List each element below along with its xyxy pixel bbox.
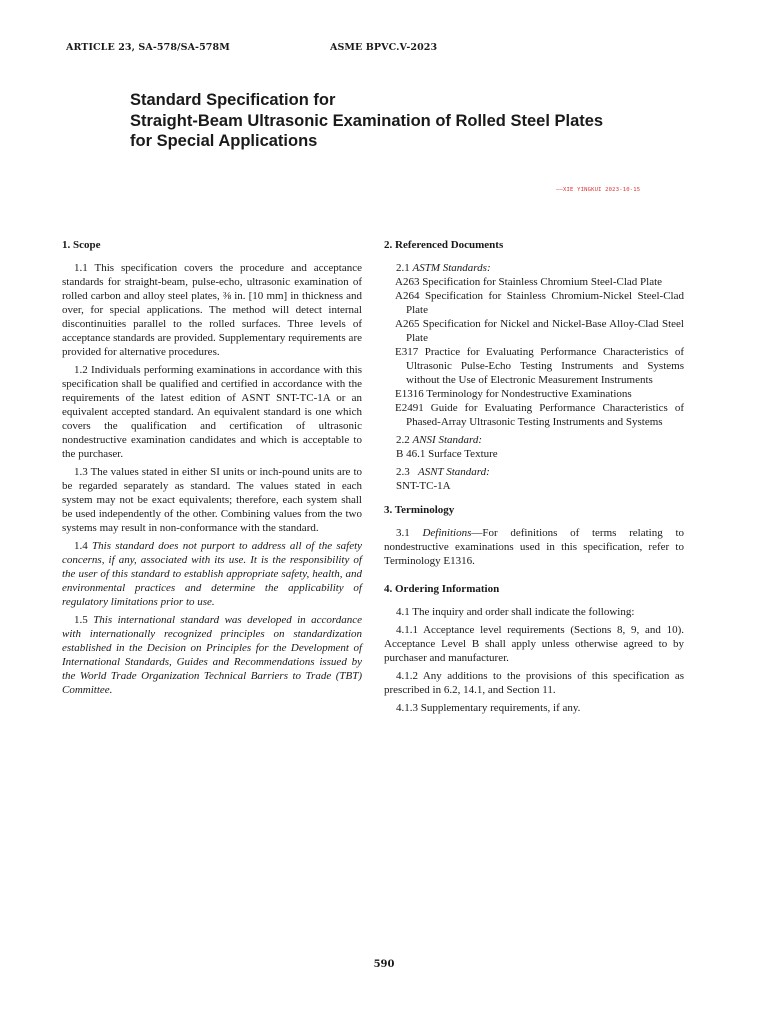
ordering-paragraph-4-1-2: 4.1.2 Any additions to the provisions of this specification as prescribed in 6.2, 14.1, and Section 11. xyxy=(384,670,684,696)
paragraph-number: 2.3 xyxy=(396,466,418,478)
astm-standards-label xyxy=(384,261,684,275)
asnt-reference-item: SNT-TC-1A xyxy=(396,480,451,492)
article-label: ARTICLE 23, SA-578/SA-578M xyxy=(66,42,230,53)
paragraph-text: —For definitions of terms relating to nondestructive examinations used in this specification, refer to Terminology E1316. xyxy=(384,527,684,567)
paragraph-text: This standard does not purport to address all of the safety concerns, if any, associated with its use. It is the responsibility of the user of this standard to establish appropriate safety, health, and environmental practices and determine the applicability of regulatory limitations prior to use. xyxy=(62,540,363,608)
reference-item: E2491 Guide for Evaluating Performance Characteristics of Phased-Array Ultrasonic Testing Instruments and Systems xyxy=(395,402,684,428)
paragraph-number: 1.4 xyxy=(74,540,93,552)
standards-label: ANSI Standard: xyxy=(412,434,483,446)
scope-heading: 1. Scope xyxy=(62,239,101,251)
defined-term: Definitions xyxy=(422,527,472,539)
title-line-1: Standard Specification for xyxy=(130,91,336,109)
left-column xyxy=(62,238,362,701)
paragraph-number: 1.5 xyxy=(74,614,94,626)
reference-item: A264 Specification for Stainless Chromium-Nickel Steel-Clad Plate xyxy=(395,290,684,316)
reference-item: A263 Specification for Stainless Chromium Steel-Clad Plate xyxy=(395,276,663,288)
ordering-paragraph-4-1: 4.1 The inquiry and order shall indicate the following: xyxy=(396,606,635,618)
asnt-standard-label xyxy=(384,465,684,479)
reference-item: A265 Specification for Nickel and Nickel-Base Alloy-Clad Steel Plate xyxy=(395,318,684,344)
reference-item: E317 Practice for Evaluating Performance Characteristics of Ultrasonic Pulse-Echo Testing Instruments and Systems without the Use of Electronic Measurement Instruments xyxy=(395,346,684,386)
code-edition-label: ASME BPVC.V-2023 xyxy=(330,42,438,53)
title-line-2: Straight-Beam Ultrasonic Examination of Rolled Steel Plates xyxy=(130,111,604,130)
paragraph-number: 3.1 xyxy=(396,527,423,539)
page-number: 590 xyxy=(373,959,395,970)
scope-paragraph-1-5 xyxy=(62,613,362,697)
ordering-information-heading: 4. Ordering Information xyxy=(384,583,500,595)
scope-paragraph-1-2: 1.2 Individuals performing examinations in accordance with this specification shall be qualified and certified in accordance with the requirements of the latest edition of ASNT SNT-TC-1A or an equivalent accepted standard. An equivalent standard is one which covers the qualification and certification of ultrasonic nondestructive examination candidates and which is acceptable to the purchaser. xyxy=(62,364,362,460)
ordering-paragraph-4-1-1: 4.1.1 Acceptance level requirements (Sections 8, 9, and 10). Acceptance Level B shall apply unless otherwise agreed to by purchaser and manufacturer. xyxy=(384,624,684,664)
paragraph-number: 2.1 xyxy=(396,262,413,274)
scope-paragraph-1-1: 1.1 This specification covers the procedure and acceptance standards for straight-beam, pulse-echo, ultrasonic examination of rolled carbon and alloy steel plates, ⅜ in. [10 mm] in thickness and over, for special applications. The method will detect internal discontinuities parallel to the rolled surfaces. Three levels of acceptance standards are provided. Supplementary requirements are provided for alternative procedures. xyxy=(62,262,362,358)
watermark-stamp: ——XIE YINGKUI 2023-10-15 xyxy=(556,187,641,193)
paragraph-text: This international standard was developed in accordance with internationally recognized principles on standardization established in the Decision on Principles for the Development of International Standards, Guides and Recommendations issued by the World Trade Organization Technical Barriers to Trade (TBT) Committee. xyxy=(62,614,363,696)
standards-label: ASTM Standards: xyxy=(412,262,491,274)
referenced-documents-heading: 2. Referenced Documents xyxy=(384,239,504,251)
document-title xyxy=(130,90,690,152)
standards-label: ASNT Standard: xyxy=(418,466,490,478)
paragraph-number: 2.2 xyxy=(396,434,413,446)
right-column xyxy=(384,238,684,719)
title-line-3: for Special Applications xyxy=(130,132,318,150)
ansi-standard-label xyxy=(384,433,684,447)
scope-paragraph-1-4 xyxy=(62,539,362,609)
terminology-heading: 3. Terminology xyxy=(384,504,455,516)
terminology-paragraph-3-1 xyxy=(384,526,684,568)
scope-paragraph-1-3: 1.3 The values stated in either SI units or inch-pound units are to be regarded separately as standard. The values stated in each system may not be exact equivalents; therefore, each system shall be used independently of the other. Combining values from the two systems may result in non-conformance with the standard. xyxy=(62,466,362,534)
ansi-reference-item: B 46.1 Surface Texture xyxy=(396,448,498,460)
ordering-paragraph-4-1-3: 4.1.3 Supplementary requirements, if any. xyxy=(396,702,581,714)
reference-item: E1316 Terminology for Nondestructive Examinations xyxy=(395,388,632,400)
